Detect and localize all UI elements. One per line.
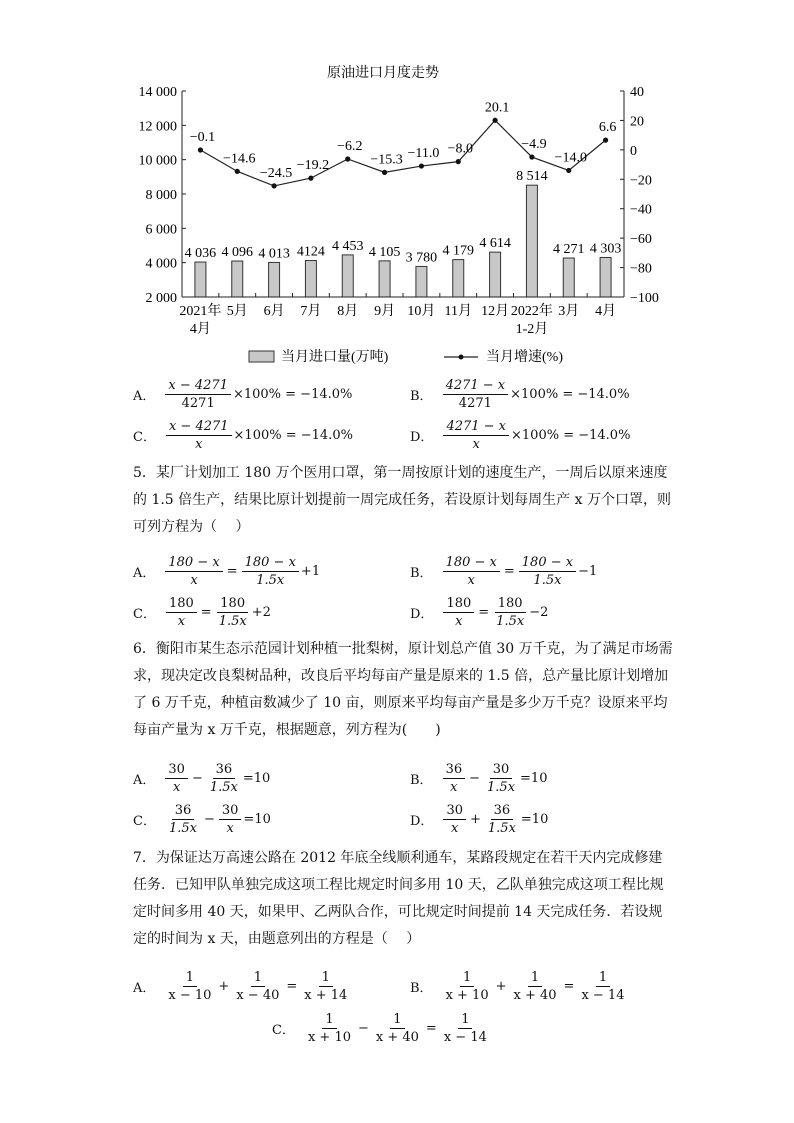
- legend-line-label: 当月增速(%): [486, 350, 563, 365]
- import-volume-bar: [195, 262, 206, 297]
- growth-rate-point: [198, 147, 203, 152]
- import-volume-data-label: 4 614: [479, 236, 511, 252]
- import-volume-bar: [526, 185, 537, 297]
- import-volume-bar: [379, 261, 390, 297]
- import-volume-data-label: 8 514: [516, 169, 548, 185]
- x-axis-category-label: 8月: [337, 304, 359, 319]
- growth-rate-data-label: −24.5: [259, 165, 293, 181]
- q6-option-b[interactable]: B． $\frac{36}{x}$ − $\frac{30}{1.5x}$ =10: [410, 762, 548, 795]
- q6-stem: 6．衡阳市某生态示范园计划种植一批梨树，原计划总产值 30 万千克，为了满足市场需求，现决定改良梨树品种，改良后平均每亩产量是原来的 1.5 倍，总产量比原计划增加了 6 万千克，种植亩数减少了 10 亩，则原来平均每亩产量是多少万千克？设原来平均每亩产量为 x 万千克，根据题意，列方程为( ): [133, 641, 673, 738]
- legend-bar-label: 当月进口量(万吨): [281, 350, 389, 365]
- growth-rate-point: [492, 118, 497, 123]
- x-axis-category-label: 9月: [374, 304, 396, 319]
- right-axis-tick-label: −20: [630, 173, 652, 189]
- x-axis-category-label: 10月: [407, 304, 436, 319]
- fraction: $\frac{4271 - x}{x}$: [443, 419, 509, 452]
- fraction: $\frac{x - 4271}{x}$: [166, 419, 232, 452]
- import-volume-data-label: 3 780: [405, 250, 438, 266]
- growth-rate-data-label: −8.0: [447, 141, 473, 157]
- growth-rate-data-label: −0.1: [189, 130, 216, 146]
- q5-option-c[interactable]: C． $\frac{180}{x}$ = $\frac{180}{1.5x}$ +2: [133, 596, 271, 629]
- q4-option-d[interactable]: D． $\frac{4271 - x}{x}$ ×100% = −14.0%: [410, 419, 631, 452]
- x-axis-category-label: 5月: [226, 304, 248, 319]
- growth-rate-point: [382, 170, 387, 175]
- q7-option-c[interactable]: C． $\frac{1}{x + 10}$ − $\frac{1}{x + 40}$ = $\frac{1}{x - 14}$: [272, 1012, 487, 1045]
- left-axis-tick-label: 6 000: [145, 222, 177, 238]
- growth-rate-data-label: −14.0: [554, 150, 587, 166]
- growth-rate-point: [529, 154, 534, 159]
- growth-rate-data-label: −4.9: [521, 137, 547, 153]
- import-volume-data-label: 4 179: [442, 243, 474, 259]
- right-axis-tick-label: 0: [630, 143, 637, 159]
- q7-stem: 7．为保证达万高速公路在 2012 年底全线顺利通车，某路段规定在若干天内完成修建任务．已知甲队单独完成这项工程比规定时间多用 10 天，乙队单独完成这项工程比规定时间多用 40 天，如果甲、乙两队合作，可比规定时间提前 14 天完成任务．若设规定的时间为 x 天，由题意列出的方程是（ ）: [133, 850, 664, 947]
- left-axis-tick-label: 2 000: [145, 291, 177, 306]
- right-axis-tick-label: −80: [630, 261, 652, 277]
- growth-rate-data-label: −19.2: [296, 158, 330, 174]
- import-volume-data-label: 4 453: [332, 238, 364, 254]
- growth-rate-data-label: −11.0: [407, 146, 440, 162]
- x-axis-category-label: 7月: [300, 304, 322, 319]
- x-axis-category-label: 2022年 1-2月: [510, 304, 553, 337]
- q6-option-a[interactable]: A． $\frac{30}{x}$ − $\frac{36}{1.5x}$ =10: [133, 762, 271, 795]
- x-axis-category-label: 11月: [444, 304, 472, 319]
- import-volume-bar: [305, 261, 316, 297]
- q5-option-d[interactable]: D． $\frac{180}{x}$ = $\frac{180}{1.5x}$ −2: [410, 596, 549, 629]
- import-volume-bar: [490, 252, 501, 297]
- right-axis-tick-label: 40: [630, 85, 644, 100]
- x-axis-category-label: 3月: [558, 304, 580, 319]
- x-axis-category-label: 6月: [263, 304, 285, 319]
- growth-rate-point: [308, 176, 313, 181]
- growth-rate-data-label: 6.6: [598, 120, 617, 136]
- import-volume-bar: [342, 255, 353, 297]
- right-axis-tick-label: −100: [630, 291, 659, 306]
- growth-rate-data-label: −15.3: [370, 152, 403, 168]
- growth-rate-point: [419, 163, 424, 168]
- import-volume-data-label: 4 013: [258, 246, 290, 262]
- import-volume-data-label: 4 096: [221, 245, 253, 261]
- growth-rate-point: [456, 159, 461, 164]
- left-axis-tick-label: 12 000: [138, 119, 177, 135]
- q5-stem: 5．某厂计划加工 180 万个医用口罩，第一周按原计划的速度生产，一周后以原来速度的 1.5 倍生产，结果比原计划提前一周完成任务，若设原计划每周生产 x 万个口罩，则可列方程为（ ）: [133, 465, 671, 535]
- growth-rate-data-label: −14.6: [223, 151, 256, 167]
- q7-option-a[interactable]: A． $\frac{1}{x - 10}$ + $\frac{1}{x - 40}$ = $\frac{1}{x + 14}$: [133, 970, 348, 1003]
- left-axis-tick-label: 14 000: [138, 85, 177, 100]
- q5-option-b[interactable]: B． $\frac{180 - x}{x}$ = $\frac{180 - x}{1.5x}$ −1: [410, 555, 598, 588]
- import-volume-bar: [269, 262, 280, 297]
- left-axis-tick-label: 8 000: [145, 188, 177, 203]
- q7-option-b[interactable]: B． $\frac{1}{x + 10}$ + $\frac{1}{x + 40}$ = $\frac{1}{x - 14}$: [410, 970, 625, 1003]
- q5-option-a[interactable]: A． $\frac{180 - x}{x}$ = $\frac{180 - x}{1.5x}$ +1: [133, 555, 321, 588]
- import-volume-data-label: 4 105: [368, 244, 401, 260]
- q4-option-c[interactable]: C． $\frac{x - 4271}{x}$ ×100% = −14.0%: [133, 419, 353, 452]
- right-axis-tick-label: −60: [630, 232, 652, 248]
- import-volume-bar: [232, 261, 243, 297]
- import-volume-data-label: 4124: [296, 244, 325, 260]
- x-axis-category-label: 2021年 4月: [179, 304, 222, 337]
- import-volume-data-label: 4 303: [589, 241, 622, 257]
- fraction: $\frac{4271 - x}{4271}$: [443, 378, 509, 411]
- import-volume-bar: [453, 260, 464, 297]
- q6-option-d[interactable]: D． $\frac{30}{x}$ + $\frac{36}{1.5x}$ =10: [410, 803, 549, 836]
- growth-rate-data-label: −6.2: [337, 138, 363, 154]
- legend-bar-swatch: [249, 351, 274, 362]
- import-volume-data-label: 4 036: [184, 246, 217, 262]
- growth-rate-point: [603, 138, 608, 143]
- right-axis-tick-label: 20: [630, 114, 644, 130]
- q4-option-a[interactable]: A． $\frac{x - 4271}{4271}$ ×100% = −14.0%: [133, 378, 353, 411]
- growth-rate-point: [235, 169, 240, 174]
- crude-oil-import-chart: [0, 0, 794, 380]
- growth-rate-point: [566, 168, 571, 173]
- fraction: $\frac{x - 4271}{4271}$: [165, 378, 231, 411]
- q4-option-b[interactable]: B． $\frac{4271 - x}{4271}$ ×100% = −14.0%: [410, 378, 630, 411]
- left-axis-tick-label: 4 000: [145, 256, 177, 272]
- x-axis-category-label: 4月: [595, 304, 617, 319]
- import-volume-bar: [600, 257, 611, 297]
- legend-line-marker: [459, 355, 464, 360]
- growth-rate-point: [271, 183, 276, 188]
- x-axis-category-label: 12月: [481, 304, 510, 319]
- chart-legend: [249, 348, 563, 365]
- growth-rate-data-label: 20.1: [484, 100, 510, 116]
- q6-option-c[interactable]: C． $\frac{36}{1.5x}$ − $\frac{30}{x}$ =10: [133, 803, 271, 836]
- left-axis-tick-label: 10 000: [138, 153, 177, 169]
- chart-title: 原油进口月度走势: [327, 66, 439, 81]
- right-axis-tick-label: −40: [630, 202, 652, 218]
- import-volume-bar: [416, 266, 427, 297]
- import-volume-data-label: 4 271: [553, 242, 585, 258]
- import-volume-bar: [563, 258, 574, 297]
- growth-rate-point: [345, 156, 350, 161]
